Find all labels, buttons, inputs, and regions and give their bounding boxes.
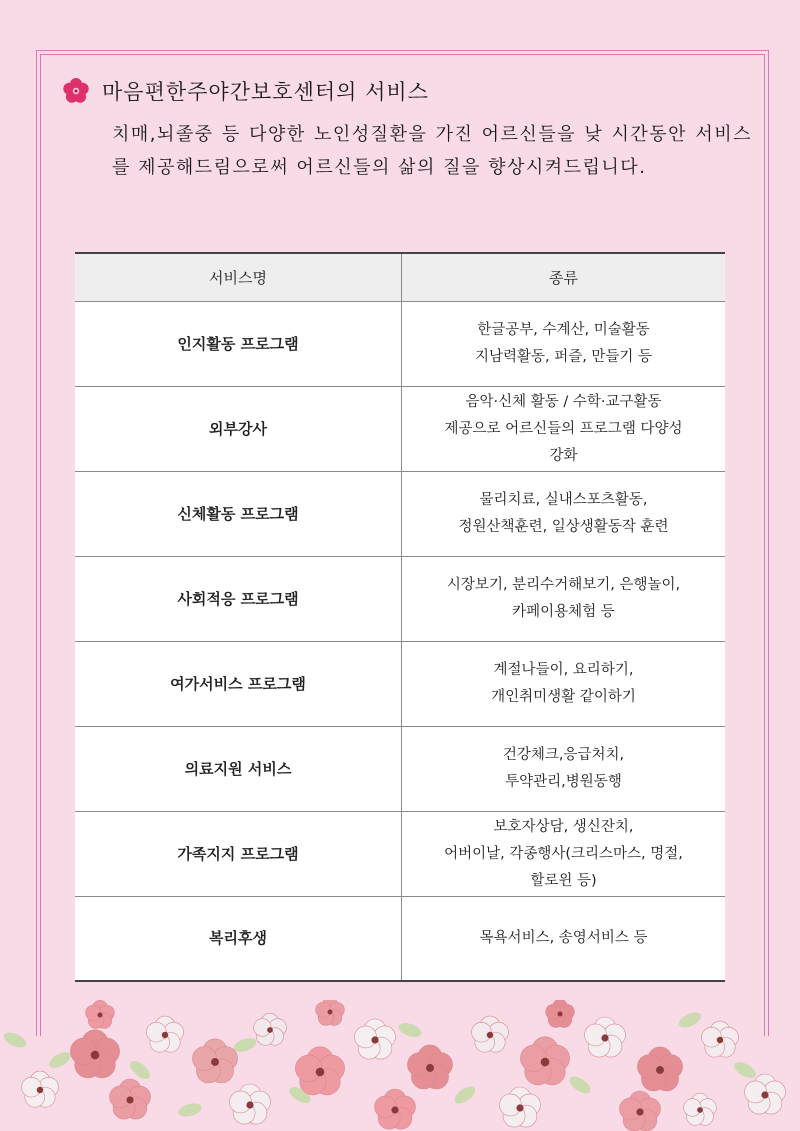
service-table bbox=[75, 252, 725, 982]
page-title: 마음편한주야간보호센터의 서비스 bbox=[102, 80, 429, 104]
service-type-line: 강화 bbox=[549, 447, 578, 464]
service-type-cell bbox=[402, 557, 726, 642]
flower-icon bbox=[62, 77, 90, 105]
service-type-line: 카페이용체험 등 bbox=[512, 604, 615, 620]
service-type-cell bbox=[402, 812, 726, 897]
table-row bbox=[75, 812, 725, 897]
service-type-line: 개인취미생활 같이하기 bbox=[491, 689, 636, 705]
service-type-line: 건강체크,응급처치, bbox=[502, 747, 625, 763]
header-service-type: 종류 bbox=[402, 253, 726, 302]
service-type-line: 한글공부, 수계산, 미술활동 bbox=[477, 322, 650, 338]
flower-border-decoration bbox=[0, 1000, 800, 1131]
service-name-cell: 여가서비스 프로그램 bbox=[75, 642, 402, 727]
service-name-cell: 사회적응 프로그램 bbox=[75, 557, 402, 642]
service-type-line: 투약관리,병원동행 bbox=[505, 774, 622, 790]
service-type-line: 할로윈 등) bbox=[530, 872, 597, 889]
table-row bbox=[75, 642, 725, 727]
service-type-line: 음악·신체 활동 / 수학·교구활동 bbox=[465, 393, 662, 410]
service-type-cell bbox=[402, 302, 726, 387]
table-row bbox=[75, 472, 725, 557]
service-type-line: 보호자상담, 생신잔치, bbox=[493, 818, 634, 835]
table-row bbox=[75, 302, 725, 387]
service-name-cell: 복리후생 bbox=[75, 897, 402, 982]
intro-paragraph: 치매,뇌졸중 등 다양한 노인성질환을 가진 어르신들을 낮 시간동안 서비스를 제공해드림으로써 어르신들의 삶의 질을 향상시켜드립니다. bbox=[112, 124, 752, 178]
service-type-line: 시장보기, 분리수거해보기, 은행놀이, bbox=[446, 577, 681, 593]
service-name-cell: 인지활동 프로그램 bbox=[75, 302, 402, 387]
service-type-line: 제공으로 어르신들의 프로그램 다양성 bbox=[444, 420, 683, 437]
service-type-line: 계절나들이, 요리하기, bbox=[493, 662, 634, 678]
service-type-line: 물리치료, 실내스포츠활동, bbox=[479, 492, 648, 508]
table-row bbox=[75, 557, 725, 642]
service-type-cell bbox=[402, 897, 726, 982]
table-row bbox=[75, 387, 725, 472]
service-type-cell bbox=[402, 387, 726, 472]
service-type-cell bbox=[402, 727, 726, 812]
header-service-name: 서비스명 bbox=[75, 253, 402, 302]
service-name-cell: 의료지원 서비스 bbox=[75, 727, 402, 812]
service-name-cell: 신체활동 프로그램 bbox=[75, 472, 402, 557]
title-row bbox=[62, 76, 429, 106]
service-type-line: 어버이날, 각종행사(크리스마스, 명절, bbox=[444, 845, 683, 862]
service-type-cell bbox=[402, 642, 726, 727]
service-name-cell: 가족지지 프로그램 bbox=[75, 812, 402, 897]
table-row bbox=[75, 897, 725, 982]
table-header-row bbox=[75, 253, 725, 302]
service-type-line: 목욕서비스, 송영서비스 등 bbox=[479, 930, 648, 946]
service-type-line: 정원산책훈련, 일상생활동작 훈련 bbox=[458, 519, 669, 535]
service-name-cell: 외부강사 bbox=[75, 387, 402, 472]
service-type-line: 지남력활동, 퍼즐, 만들기 등 bbox=[474, 349, 653, 365]
service-type-cell bbox=[402, 472, 726, 557]
table-row bbox=[75, 727, 725, 812]
